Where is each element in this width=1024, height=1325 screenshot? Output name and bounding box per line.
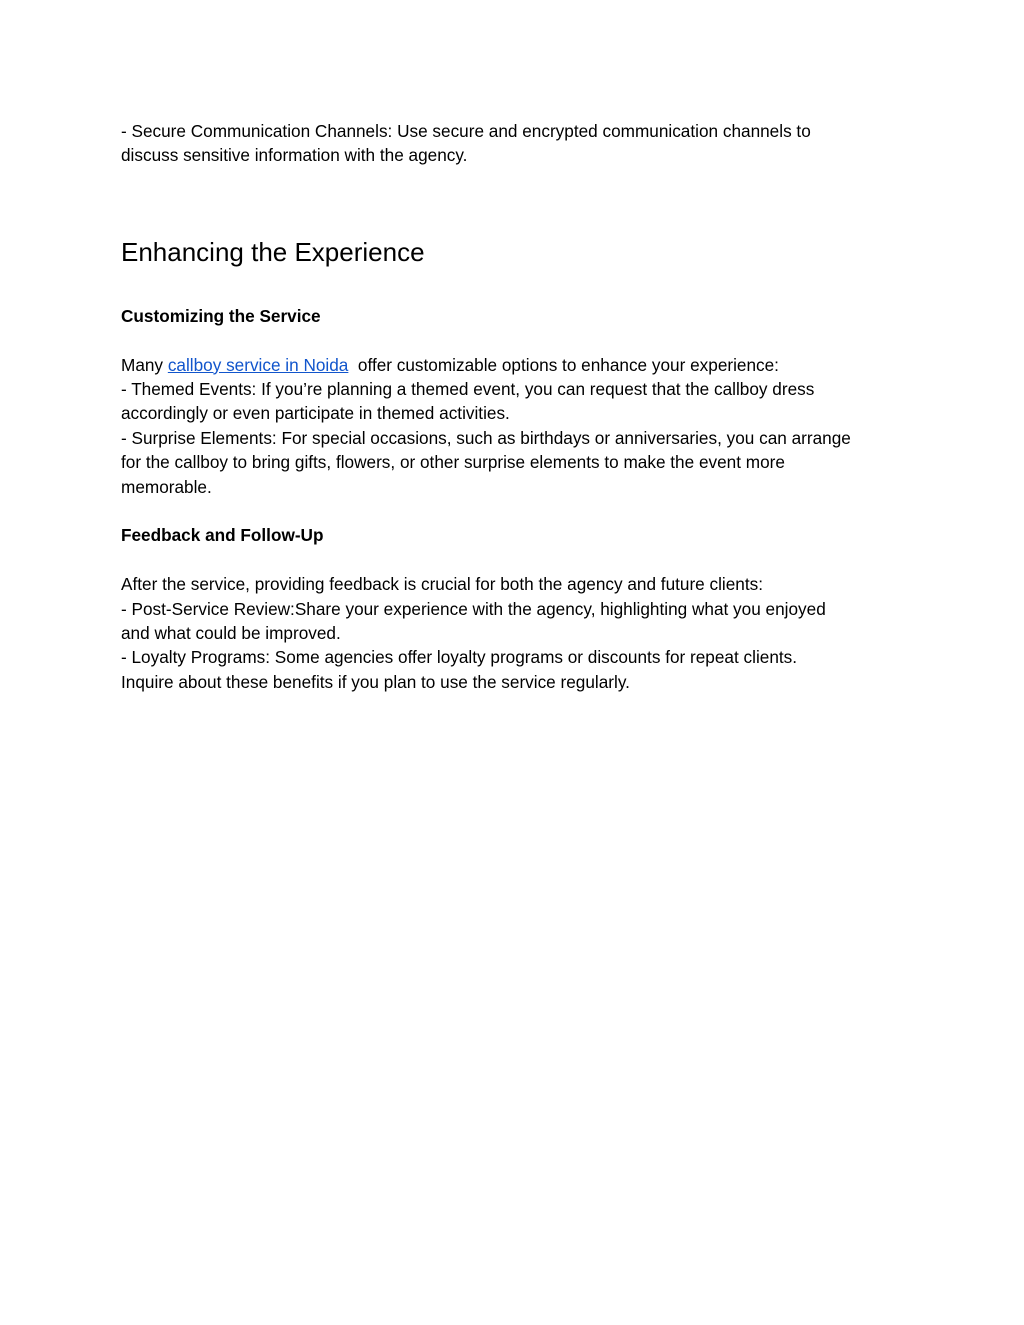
intro-line: discuss sensitive information with the agency. [121,145,468,166]
customizing-paragraph [121,353,921,499]
customizing-line: - Surprise Elements: For special occasions, such as birthdays or anniversaries, you can arrange [121,427,851,448]
feedback-line: and what could be improved. [121,623,341,644]
feedback-heading: Feedback and Follow-Up [121,525,324,546]
customizing-line: for the callboy to bring gifts, flowers, or other surprise elements to make the event more [121,452,785,473]
intro-paragraph [121,119,921,168]
customizing-line: memorable. [121,476,212,497]
document-page [121,119,921,694]
feedback-line: After the service, providing feedback is crucial for both the agency and future clients: [121,574,764,595]
intro-line: - Secure Communication Channels: Use secure and encrypted communication channels to [121,121,811,141]
feedback-line: - Post-Service Review:Share your experience with the agency, highlighting what you enjoyed [121,598,826,619]
customizing-heading: Customizing the Service [121,305,321,326]
section-heading: Enhancing the Experience [121,236,425,267]
customizing-line: accordingly or even participate in themed activities. [121,403,510,424]
lead-suffix: offer customizable options to enhance your experience: [348,354,779,375]
customizing-lead-line [121,353,921,377]
feedback-line: Inquire about these benefits if you plan to use the service regularly. [121,671,630,692]
feedback-paragraph [121,572,921,694]
lead-prefix: Many [121,354,168,375]
customizing-line: - Themed Events: If you’re planning a themed event, you can request that the callboy dress [121,379,815,400]
callboy-service-link[interactable]: callboy service in Noida [167,354,349,375]
feedback-line: - Loyalty Programs: Some agencies offer loyalty programs or discounts for repeat clients. [121,647,798,668]
